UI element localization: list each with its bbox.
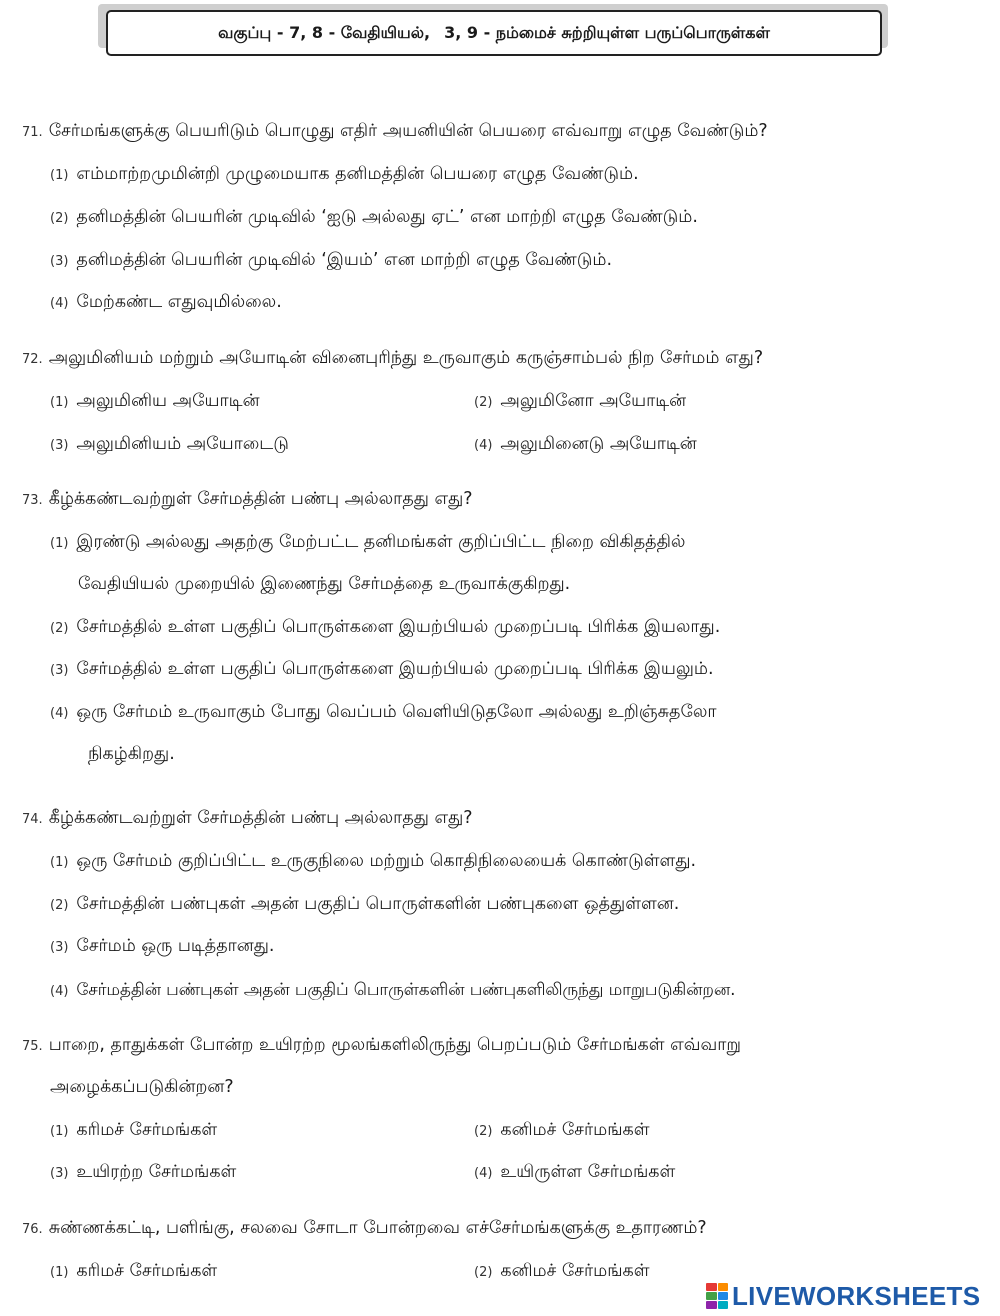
option-72-3[interactable]: (3) அலுமினியம் அயோடைடு — [50, 434, 289, 454]
liveworksheets-brand[interactable] — [706, 1280, 980, 1312]
option-74-4[interactable]: (4) சேர்மத்தின் பண்புகள் அதன் பகுதிப் பொருள்களின் பண்புகளிலிருந்து மாறுபடுகின்றன. — [50, 979, 736, 999]
option-72-4[interactable]: (4) அலுமினைடு அயோடின் — [474, 434, 697, 454]
option-72-2[interactable]: (2) அலுமினோ அயோடின் — [474, 391, 687, 411]
question-75-cont: அழைக்கப்படுகின்றன? — [50, 1077, 234, 1097]
brand-name: LIVEWORKSHEETS — [732, 1280, 981, 1311]
option-74-2[interactable]: (2) சேர்மத்தின் பண்புகள் அதன் பகுதிப் பொருள்களின் பண்புகளை ஒத்துள்ளன. — [50, 894, 680, 914]
option-75-2[interactable]: (2) கனிமச் சேர்மங்கள் — [474, 1120, 650, 1140]
question-text: சேர்மங்களுக்கு பெயரிடும் பொழுது எதிர் அயனியின் பெயரை எவ்வாறு எழுத வேண்டும்? — [48, 121, 768, 141]
option-76-2[interactable]: (2) கனிமச் சேர்மங்கள் — [474, 1261, 650, 1281]
option-71-1[interactable]: (1) எம்மாற்றமுமின்றி முழுமையாக தனிமத்தின் பெயரை எழுத வேண்டும். — [50, 164, 639, 184]
question-text: சுண்ணக்கட்டி, பளிங்கு, சலவை சோடா போன்றவை எச்சேர்மங்களுக்கு உதாரணம்? — [48, 1218, 707, 1238]
question-73: 73. கீழ்க்கண்டவற்றுள் சேர்மத்தின் பண்பு அல்லாதது எது? — [22, 489, 473, 509]
question-74: 74. கீழ்க்கண்டவற்றுள் சேர்மத்தின் பண்பு அல்லாதது எது? — [22, 808, 473, 828]
question-text: கீழ்க்கண்டவற்றுள் சேர்மத்தின் பண்பு அல்லாதது எது? — [48, 489, 473, 509]
option-75-4[interactable]: (4) உயிருள்ள சேர்மங்கள் — [474, 1162, 676, 1182]
option-71-4[interactable]: (4) மேற்கண்ட எதுவுமில்லை. — [50, 292, 282, 312]
option-75-3[interactable]: (3) உயிரற்ற சேர்மங்கள் — [50, 1162, 237, 1182]
option-74-1[interactable]: (1) ஒரு சேர்மம் குறிப்பிட்ட உருகுநிலை மற்றும் கொதிநிலையைக் கொண்டுள்ளது. — [50, 851, 697, 871]
option-72-1[interactable]: (1) அலுமினிய அயோடின் — [50, 391, 260, 411]
liveworksheets-logo-icon — [706, 1283, 728, 1309]
option-71-2[interactable]: (2) தனிமத்தின் பெயரின் முடிவில் ‘ஐடு அல்லது ஏட்’ என மாற்றி எழுத வேண்டும். — [50, 207, 698, 227]
option-75-1[interactable]: (1) கரிமச் சேர்மங்கள் — [50, 1120, 218, 1140]
option-73-1[interactable]: (1) இரண்டு அல்லது அதற்கு மேற்பட்ட தனிமங்கள் குறிப்பிட்ட நிறை விகிதத்தில் — [50, 532, 686, 552]
option-74-3[interactable]: (3) சேர்மம் ஒரு படித்தானது. — [50, 936, 275, 956]
option-73-3[interactable]: (3) சேர்மத்தில் உள்ள பகுதிப் பொருள்களை இயற்பியல் முறைப்படி பிரிக்க இயலும். — [50, 659, 714, 679]
question-text: பாறை, தாதுக்கள் போன்ற உயிரற்ற மூலங்களிலிருந்து பெறப்படும் சேர்மங்கள் எவ்வாறு — [48, 1035, 741, 1055]
option-76-1[interactable]: (1) கரிமச் சேர்மங்கள் — [50, 1261, 218, 1281]
question-71: 71. சேர்மங்களுக்கு பெயரிடும் பொழுது எதிர் அயனியின் பெயரை எவ்வாறு எழுத வேண்டும்? — [22, 121, 768, 141]
title-part-1: வகுப்பு - 7, 8 - வேதியியல், — [218, 22, 431, 42]
question-75: 75. பாறை, தாதுக்கள் போன்ற உயிரற்ற மூலங்களிலிருந்து பெறப்படும் சேர்மங்கள் எவ்வாறு — [22, 1035, 741, 1055]
title-part-2: 3, 9 - நம்மைச் சுற்றியுள்ள பருப்பொருள்கள் — [444, 22, 770, 42]
question-76: 76. சுண்ணக்கட்டி, பளிங்கு, சலவை சோடா போன்றவை எச்சேர்மங்களுக்கு உதாரணம்? — [22, 1218, 707, 1238]
option-73-2[interactable]: (2) சேர்மத்தில் உள்ள பகுதிப் பொருள்களை இயற்பியல் முறைப்படி பிரிக்க இயலாது. — [50, 617, 721, 637]
question-text: அலுமினியம் மற்றும் அயோடின் வினைபுரிந்து உருவாகும் கருஞ்சாம்பல் நிற சேர்மம் எது? — [48, 348, 764, 368]
option-71-3[interactable]: (3) தனிமத்தின் பெயரின் முடிவில் ‘இயம்’ என மாற்றி எழுத வேண்டும். — [50, 250, 613, 270]
option-73-4[interactable]: (4) ஒரு சேர்மம் உருவாகும் போது வெப்பம் வெளியிடுதலோ அல்லது உறிஞ்சுதலோ — [50, 702, 717, 722]
question-text: கீழ்க்கண்டவற்றுள் சேர்மத்தின் பண்பு அல்லாதது எது? — [48, 808, 473, 828]
option-73-1-cont: வேதியியல் முறையில் இணைந்து சேர்மத்தை உருவாக்குகிறது. — [78, 574, 571, 594]
option-73-4-cont: நிகழ்கிறது. — [88, 744, 175, 764]
page-title — [106, 10, 882, 56]
question-72: 72. அலுமினியம் மற்றும் அயோடின் வினைபுரிந்து உருவாகும் கருஞ்சாம்பல் நிற சேர்மம் எது? — [22, 348, 764, 368]
